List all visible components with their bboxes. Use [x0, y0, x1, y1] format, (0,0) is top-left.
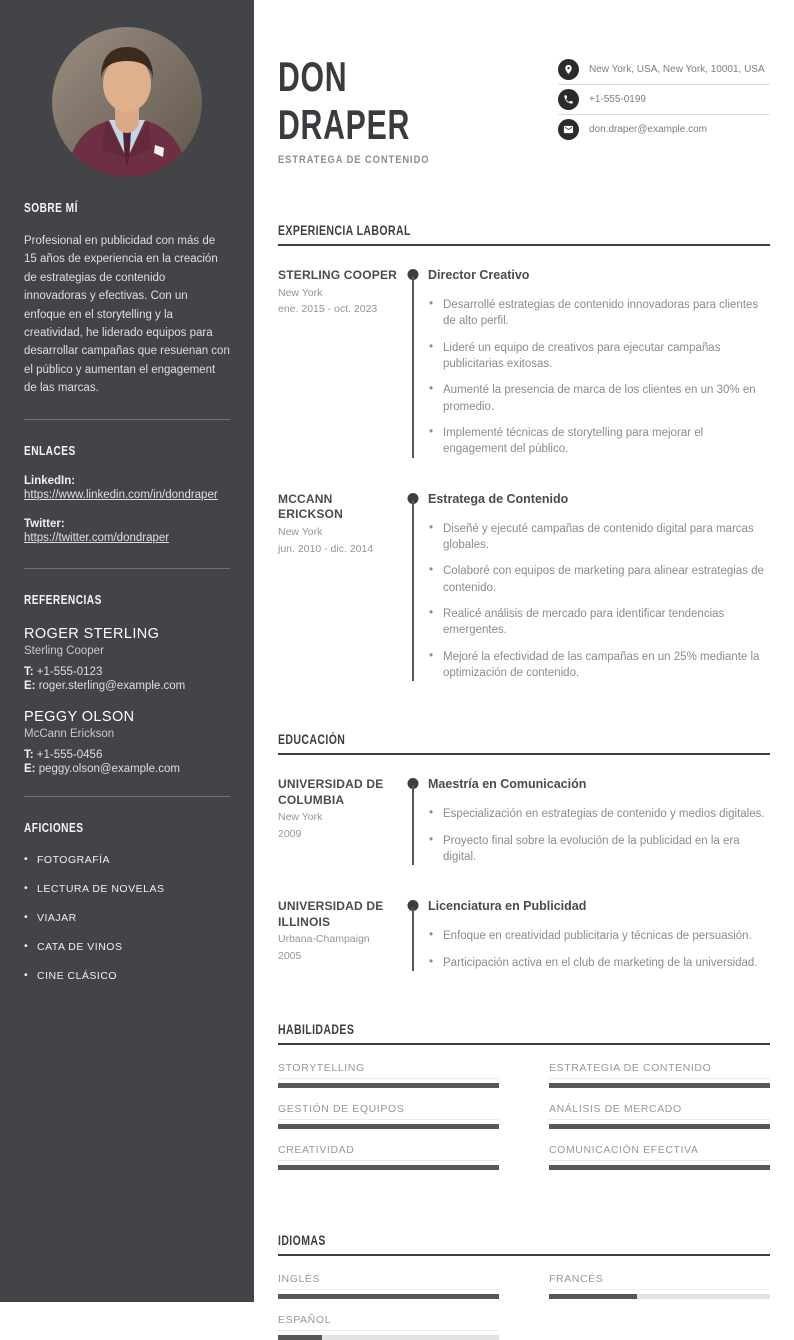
- company-name: MCCANN ERICKSON: [278, 491, 343, 522]
- email-prefix: E:: [24, 762, 36, 775]
- reference-name: ROGER STERLING: [24, 625, 160, 642]
- reference-phone: [24, 666, 230, 678]
- sidebar: [0, 0, 254, 1302]
- language-bar-fill: [278, 1294, 499, 1299]
- experience-entry: [278, 268, 770, 492]
- language-name: FRANCÉS: [549, 1273, 770, 1290]
- link-item-linkedin: [24, 475, 230, 504]
- language-name: ESPAÑOL: [278, 1314, 499, 1331]
- skill-name: ANÁLISIS DE MERCADO: [549, 1103, 770, 1120]
- bullet-item: • Proyecto final sobre la evolución de la publicidad en la era digital.: [428, 833, 770, 866]
- skill-bar: [549, 1083, 770, 1088]
- sidebar-divider: [24, 568, 230, 569]
- skills-section: [278, 1021, 770, 1170]
- school-name: UNIVERSIDAD DE COLUMBIA: [278, 777, 384, 807]
- education-dates: 2009: [278, 828, 302, 841]
- about-section-title: [24, 199, 230, 217]
- language-bar: [549, 1294, 770, 1299]
- reference-company: Sterling Cooper: [24, 644, 104, 657]
- timeline-line: [412, 785, 414, 865]
- skill-item: [549, 1103, 770, 1129]
- hobby-item: • LECTURA DE NOVELAS: [24, 883, 230, 895]
- phone-text: +1-555-0199: [589, 94, 646, 105]
- reference-phone: [24, 749, 230, 761]
- bullet-item: • Especialización en estrategias de contenido y medios digitales.: [428, 806, 770, 822]
- email-icon: [558, 119, 579, 140]
- location-icon: [558, 59, 579, 80]
- education-bullets: [428, 806, 770, 865]
- links-section-title: [24, 442, 230, 460]
- education-dates: 2005: [278, 950, 302, 963]
- experience-section-title: [278, 222, 770, 246]
- sidebar-divider: [24, 796, 230, 797]
- reference-company: McCann Erickson: [24, 727, 115, 740]
- language-bar-fill: [549, 1294, 637, 1299]
- language-bar-fill: [278, 1335, 322, 1340]
- employment-dates: jun. 2010 - dic. 2014: [278, 542, 374, 555]
- reference-email: [24, 680, 230, 692]
- twitter-label: Twitter:: [24, 518, 65, 531]
- role-title: Director Creativo: [428, 268, 530, 282]
- email-text: don.draper@example.com: [589, 124, 707, 135]
- role-title: Estratega de Contenido: [428, 491, 569, 506]
- timeline-line: [412, 276, 414, 458]
- skill-bar: [278, 1124, 499, 1129]
- about-title-text: SOBRE MÍ: [24, 200, 78, 215]
- reference-name: PEGGY OLSON: [24, 708, 135, 725]
- languages-title-text: IDIOMAS: [278, 1232, 326, 1248]
- bullet-item: • Lideré un equipo de creativos para ejecutar campañas publicitarias exitosas.: [428, 340, 770, 373]
- language-bar: [278, 1335, 499, 1340]
- hobbies-section-title: [24, 819, 230, 837]
- bullet-item: • Aumenté la presencia de marca de los clientes en un 30% en promedio.: [428, 382, 770, 415]
- education-entry: [278, 899, 770, 971]
- experience-entry-meta: [278, 268, 398, 458]
- company-location: New York: [278, 286, 323, 299]
- skill-item: [278, 1144, 499, 1170]
- sidebar-divider: [24, 419, 230, 420]
- link-item-twitter: [24, 518, 230, 547]
- contact-info: [558, 55, 770, 144]
- skill-bar-fill: [549, 1124, 770, 1129]
- languages-section: [278, 1232, 770, 1340]
- twitter-link[interactable]: https://twitter.com/dondraper: [24, 532, 170, 545]
- skills-section-title: [278, 1021, 770, 1045]
- about-text: Profesional en publicidad con más de 15 años de experiencia en la creación de estrategias de contenido innovadoras y efectivas. Con un enfoque en el storytelling y la creatividad, he liderado equipos para desarrollar campañas que resuenan con el público y aumentan el engagement de las marcas.: [24, 235, 230, 395]
- timeline: [398, 268, 428, 458]
- linkedin-label: LinkedIn:: [24, 474, 76, 487]
- location-text: New York, USA, New York, 10001, USA: [589, 64, 765, 75]
- name-block: [278, 53, 461, 166]
- experience-bullets: [428, 521, 770, 682]
- bullet-item: • Realicé análisis de mercado para identificar tendencias emergentes.: [428, 606, 770, 639]
- education-entry-meta: [278, 899, 398, 971]
- education-entry-meta: [278, 777, 398, 865]
- last-name: [278, 101, 461, 149]
- bullet-item: • Colaboré con equipos de marketing para alinear estrategias de contenido.: [428, 563, 770, 596]
- phone-value: +1-555-0123: [36, 665, 103, 678]
- timeline-line: [412, 907, 414, 971]
- reference-item: [24, 709, 230, 775]
- language-item: [278, 1273, 499, 1299]
- bullet-item: • Diseñé y ejecuté campañas de contenido digital para marcas globales.: [428, 521, 770, 554]
- skill-item: [278, 1062, 499, 1088]
- skill-item: [549, 1144, 770, 1170]
- education-section: [278, 731, 770, 971]
- education-entry-details: [428, 777, 770, 865]
- header: [278, 53, 770, 166]
- education-title-text: EDUCACIÓN: [278, 732, 346, 748]
- degree-title: Licenciatura en Publicidad: [428, 899, 587, 914]
- degree-title: Maestría en Comunicación: [428, 777, 587, 792]
- references-title-text: REFERENCIAS: [24, 591, 102, 607]
- school-name: UNIVERSIDAD DE ILLINOIS: [278, 899, 384, 929]
- education-section-title: [278, 731, 770, 755]
- bullet-item: • Enfoque en creatividad publicitaria y técnicas de persuasión.: [428, 928, 770, 944]
- hobby-item: • VIAJAR: [24, 912, 230, 924]
- phone-prefix: T:: [24, 748, 34, 761]
- linkedin-link[interactable]: https://www.linkedin.com/in/dondraper: [24, 488, 218, 501]
- skill-bar: [278, 1165, 499, 1170]
- contact-row-phone: [558, 85, 770, 115]
- experience-bullets: [428, 297, 770, 458]
- phone-icon: [558, 89, 579, 110]
- language-item: [278, 1314, 499, 1340]
- bullet-item: • Mejoré la efectividad de las campañas en un 25% mediante la optimización de contenido.: [428, 649, 770, 682]
- links-title-text: ENLACES: [24, 442, 76, 458]
- phone-prefix: T:: [24, 665, 34, 678]
- profile-photo-illustration: [52, 27, 202, 177]
- skill-bar-fill: [278, 1165, 499, 1170]
- experience-entry: [278, 492, 770, 682]
- timeline-line: [412, 500, 414, 682]
- bullet-item: • Participación activa en el club de marketing de la universidad.: [428, 955, 770, 971]
- references-section-title: [24, 591, 230, 609]
- education-bullets: [428, 928, 770, 971]
- skill-bar-fill: [278, 1083, 499, 1088]
- skills-title-text: HABILIDADES: [278, 1021, 355, 1037]
- experience-entry-details: [428, 492, 770, 682]
- language-bar: [278, 1294, 499, 1299]
- hobby-item: • CATA DE VINOS: [24, 941, 230, 953]
- bullet-item: • Desarrollé estrategias de contenido innovadoras para clientes de alto perfil.: [428, 297, 770, 330]
- education-entry-details: [428, 899, 770, 971]
- skill-name: CREATIVIDAD: [278, 1144, 499, 1161]
- job-title-text: ESTRATEGA DE CONTENIDO: [278, 154, 430, 166]
- first-name-text: DON: [278, 53, 348, 100]
- skill-name: GESTIÓN DE EQUIPOS: [278, 1103, 499, 1120]
- school-location: New York: [278, 811, 323, 824]
- email-prefix: E:: [24, 679, 36, 692]
- last-name-text: DRAPER: [278, 101, 411, 148]
- skill-name: COMUNICACIÓN EFECTIVA: [549, 1144, 770, 1161]
- languages-grid: [278, 1273, 770, 1340]
- skill-bar: [278, 1083, 499, 1088]
- employment-dates: ene. 2015 - oct. 2023: [278, 303, 378, 316]
- skill-name: STORYTELLING: [278, 1062, 499, 1079]
- profile-photo: [52, 27, 202, 177]
- timeline: [398, 492, 428, 682]
- experience-title-text: EXPERIENCIA LABORAL: [278, 223, 411, 238]
- skill-bar: [549, 1165, 770, 1170]
- skill-bar-fill: [278, 1124, 499, 1129]
- skill-item: [549, 1062, 770, 1088]
- skill-name: ESTRATEGIA DE CONTENIDO: [549, 1062, 770, 1079]
- job-title: [278, 154, 461, 166]
- phone-value: +1-555-0456: [36, 748, 103, 761]
- bullet-item: • Implementé técnicas de storytelling para mejorar el engagement del público.: [428, 425, 770, 458]
- education-entry: [278, 777, 770, 899]
- skill-bar-fill: [549, 1083, 770, 1088]
- contact-row-email: [558, 115, 770, 144]
- email-value: peggy.olson@example.com: [38, 762, 180, 775]
- contact-row-location: [558, 55, 770, 85]
- company-location: New York: [278, 525, 323, 538]
- hobbies-title-text: AFICIONES: [24, 819, 84, 835]
- reference-email: [24, 763, 230, 775]
- first-name: [278, 53, 461, 101]
- hobby-item: • FOTOGRAFÍA: [24, 854, 230, 866]
- hobby-list: [24, 854, 230, 982]
- email-value: roger.sterling@example.com: [38, 679, 186, 692]
- skill-bar-fill: [549, 1165, 770, 1170]
- company-name: STERLING COOPER: [278, 268, 398, 282]
- experience-section: [278, 222, 770, 681]
- school-location: Urbana-Champaign: [278, 933, 370, 946]
- timeline: [398, 777, 428, 865]
- timeline: [398, 899, 428, 971]
- skill-bar: [549, 1124, 770, 1129]
- experience-entry-meta: [278, 492, 398, 682]
- skill-item: [278, 1103, 499, 1129]
- hobby-item: • CINE CLÁSICO: [24, 970, 230, 982]
- experience-entry-details: [428, 268, 770, 458]
- skills-grid: [278, 1062, 770, 1170]
- language-name: INGLÉS: [278, 1273, 499, 1290]
- main-content: [254, 0, 794, 1326]
- languages-section-title: [278, 1232, 770, 1256]
- reference-item: [24, 626, 230, 692]
- language-item: [549, 1273, 770, 1299]
